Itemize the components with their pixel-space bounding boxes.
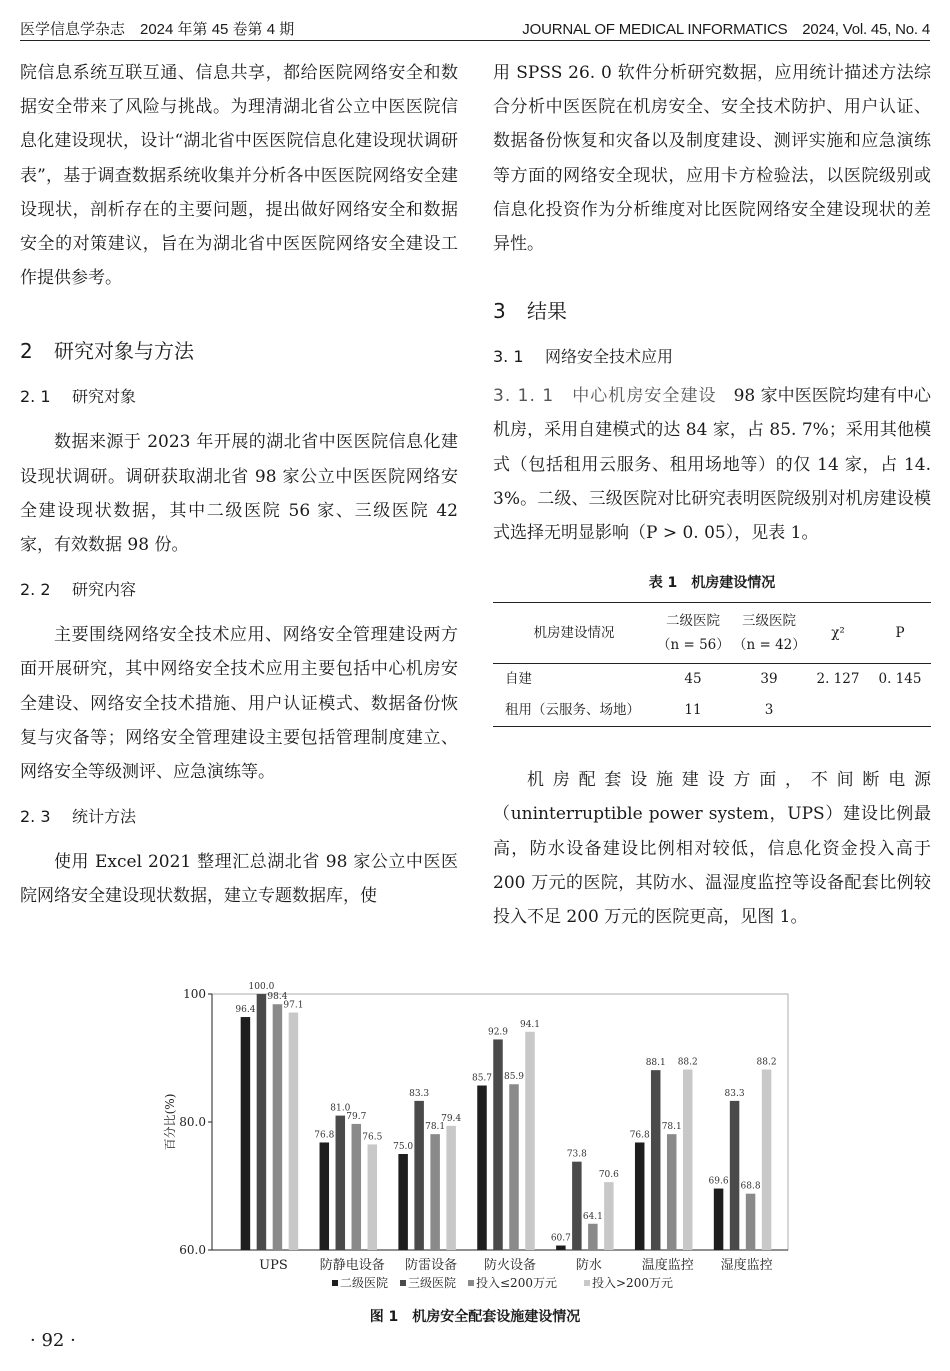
- section-3-heading: [493, 297, 931, 325]
- table-row: [493, 695, 931, 727]
- bar-value-label: 97.1: [283, 1000, 304, 1011]
- header-level2-name: 二级医院: [666, 613, 720, 630]
- bar-value-label: 96.4: [235, 1005, 256, 1016]
- bar-value-label: 81.0: [330, 1103, 351, 1114]
- intro-paragraph: 院信息系统互联互通、信息共享，都给医院网络安全和数据安全带来了风险与挑战。为理清湖北省公立中医医院信息化建设现状，设计“湖北省中医医院信息化建设现状调研表”，基于调查数据系统收集并分析各中医医院网络安全建设现状，剖析存在的主要问题，提出做好网络安全和数据安全的对策建议，旨在为湖北省中医医院网络安全建设工作提供参考。: [20, 63, 458, 289]
- x-tick-label: 防静电设备: [319, 1258, 385, 1273]
- facilities-paragraph: 机房配套设施建设方面，不间断电源（uninterruptible power system，UPS）建设比例最高，防水设备建设比例相对较低，信息化资金投入高于 200 万元的医院，其防水、温湿度监控等设备配套比例较投入不足 200 万元的医院更高，见图 1。: [493, 770, 931, 928]
- bar-value-label: 100.0: [248, 982, 275, 992]
- bar-value-label: 64.1: [582, 1211, 603, 1222]
- bar-value-label: 88.2: [677, 1057, 698, 1068]
- bar: [572, 1162, 582, 1250]
- bar: [746, 1194, 756, 1250]
- subsection-2-3-text: 使用 Excel 2021 整理汇总湖北省 98 家公立中医医院网络安全建设现状数据，建立专题数据库，使: [20, 852, 458, 907]
- header-cell-level2: [655, 603, 731, 664]
- subsection-number: 3. 1: [493, 347, 524, 367]
- bar: [493, 1039, 503, 1250]
- bar: [430, 1134, 440, 1250]
- bar-value-label: 70.6: [598, 1170, 619, 1181]
- legend-swatch: [584, 1280, 590, 1286]
- cell-p: 0. 145: [878, 671, 922, 688]
- subsection-number: 2. 2: [20, 580, 51, 600]
- bar-value-label: 94.1: [519, 1019, 541, 1030]
- bar-value-label: 88.1: [645, 1058, 666, 1069]
- bar-value-label: 85.7: [471, 1073, 493, 1084]
- subsection-3-1-1-title: 3. 1. 1 中心机房安全建设: [493, 386, 717, 407]
- bar-value-label: 73.8: [566, 1149, 587, 1160]
- section-2-heading: [20, 337, 458, 365]
- subsection-2-1-heading: [20, 385, 458, 409]
- x-tick-label: 防水: [575, 1258, 602, 1273]
- bar: [762, 1070, 772, 1250]
- table-1-caption: 表 1 机房建设情况: [648, 575, 776, 592]
- y-axis-label: 百分比(%): [163, 1093, 177, 1151]
- bar: [446, 1126, 456, 1250]
- table-1: [493, 602, 931, 727]
- bar-value-label: 76.8: [629, 1130, 650, 1141]
- methods-continuation: 用 SPSS 26. 0 软件分析研究数据，应用统计描述方法综合分析中医医院在机房安全、安全技术防护、用户认证、数据备份恢复和灾备以及制度建设、测评实施和应急演练等方面的网络安全现状，应用卡方检验法，以医院级别或信息化投资作为分析维度对比医院网络安全建设现状的差异性。: [493, 63, 931, 255]
- bar-value-label: 76.5: [362, 1132, 383, 1143]
- subsection-title: 研究内容: [72, 580, 137, 600]
- bar: [257, 994, 267, 1250]
- section-number: 2: [20, 339, 33, 364]
- bar: [336, 1116, 346, 1250]
- page-number: · 92 ·: [30, 1330, 76, 1351]
- bar-value-label: 88.2: [756, 1057, 777, 1068]
- legend-label: 三级医院: [408, 1276, 457, 1290]
- bar: [320, 1142, 330, 1250]
- subsection-2-2-text: 主要围绕网络安全技术应用、网络安全管理建设两方面开展研究，其中网络安全技术应用主要包括中心机房安全建设、网络安全技术措施、用户认证模式、数据备份恢复与灾备等；网络安全管理建设主要包括管理制度建立、网络安全等级测评、应急演练等。: [20, 625, 458, 783]
- bar: [525, 1032, 535, 1250]
- x-tick-label: 湿度监控: [720, 1258, 773, 1273]
- bar: [730, 1101, 740, 1250]
- legend-label: 投入≤200万元: [476, 1276, 557, 1290]
- row-label: 自建: [505, 671, 532, 688]
- cell-level2: 11: [655, 695, 731, 727]
- bar: [683, 1070, 693, 1250]
- running-head: [20, 14, 930, 40]
- bar-value-label: 85.9: [503, 1072, 525, 1083]
- table-header-row: [493, 603, 931, 664]
- bar: [588, 1224, 598, 1250]
- bar-value-label: 83.3: [724, 1088, 745, 1099]
- x-tick-label: 防火设备: [483, 1258, 537, 1273]
- subsection-2-3-heading: [20, 805, 458, 829]
- subsection-title: 研究对象: [72, 387, 137, 407]
- cell-chi2: 2. 127: [816, 671, 860, 688]
- legend-label: 二级医院: [340, 1276, 389, 1290]
- left-column: [20, 56, 458, 914]
- subsection-3-1-1-text: 98 家中医医院均建有中心机房，采用自建模式的达 84 家，占 85. 7%；采用其他模式（包括租用云服务、租用场地等）的仅 14 家，占 14. 3%。二级、三级医院对比研究表明医院级别对机房建设模式选择无明显影响（P > 0. 05），见表 1。: [493, 386, 931, 544]
- subsection-title: 网络安全技术应用: [545, 347, 674, 367]
- bar: [714, 1189, 724, 1250]
- x-tick-label: 防雷设备: [405, 1258, 458, 1273]
- header-cell-category: 机房建设情况: [493, 603, 655, 664]
- bar: [556, 1246, 566, 1250]
- bar: [352, 1124, 362, 1250]
- header-cell-level3: [731, 603, 807, 664]
- subsection-2-2-heading: [20, 578, 458, 602]
- subsection-2-1-text: 数据来源于 2023 年开展的湖北省中医医院信息化建设现状调研。调研获取湖北省 98 家公立中医医院网络安全建设现状数据，其中二级医院 56 家、三级医院 42 家，有效数据 98 份。: [20, 432, 458, 556]
- bar-value-label: 92.9: [487, 1027, 509, 1038]
- subsection-3-1-heading: [493, 345, 931, 369]
- cell-level2: 45: [684, 671, 702, 688]
- header-rule: [20, 40, 930, 41]
- bar-value-label: 75.0: [393, 1142, 414, 1152]
- bar: [651, 1070, 661, 1250]
- y-tick-label: 60.0: [179, 1243, 206, 1257]
- right-column: [493, 56, 931, 934]
- table-row: [493, 664, 931, 696]
- legend-swatch: [332, 1280, 338, 1286]
- y-tick-label: 80.0: [179, 1115, 206, 1129]
- bar: [241, 1017, 251, 1250]
- bar: [414, 1101, 424, 1250]
- bar-value-label: 79.7: [346, 1111, 367, 1122]
- bar: [635, 1142, 645, 1250]
- bar-chart: [160, 982, 790, 1296]
- row-label: 租用（云服务、场地）: [493, 695, 655, 727]
- subsection-number: 2. 1: [20, 387, 51, 407]
- bar-value-label: 69.6: [708, 1176, 729, 1187]
- bar-value-label: 83.3: [409, 1088, 430, 1099]
- bar-value-label: 78.1: [425, 1122, 446, 1133]
- header-level3-n: （n = 42）: [733, 637, 806, 654]
- bar: [509, 1084, 519, 1250]
- journal-title-cn: 医学信息学杂志 2024 年第 45 卷第 4 期: [20, 21, 295, 38]
- bar-value-label: 79.4: [441, 1113, 462, 1124]
- header-cell-chi2: χ²: [807, 603, 869, 664]
- figure-1-caption: 图 1 机房安全配套设施建设情况: [369, 1309, 581, 1325]
- header-level2-n: （n = 56）: [657, 637, 730, 654]
- bar-value-label: 60.7: [550, 1233, 571, 1244]
- section-number: 3: [493, 299, 506, 324]
- header-cell-p: P: [869, 603, 931, 664]
- figure-1: [160, 982, 790, 1296]
- x-tick-label: 温度监控: [641, 1258, 694, 1273]
- header-level3-name: 三级医院: [742, 613, 796, 630]
- bar: [604, 1182, 614, 1250]
- cell-chi2: [807, 695, 869, 727]
- bar-value-label: 76.8: [314, 1130, 335, 1141]
- journal-title-en: JOURNAL OF MEDICAL INFORMATICS 2024, Vol. 45, No. 4: [522, 21, 930, 38]
- subsection-3-1-1-paragraph: [493, 379, 931, 550]
- legend-swatch: [468, 1280, 474, 1286]
- subsection-title: 统计方法: [72, 807, 137, 827]
- x-tick-label: UPS: [259, 1258, 288, 1273]
- cell-p: [869, 695, 931, 727]
- bar: [398, 1154, 408, 1250]
- bar: [273, 1004, 283, 1250]
- y-tick-label: 100: [183, 987, 206, 1001]
- subsection-number: 2. 3: [20, 807, 51, 827]
- bar: [667, 1134, 677, 1250]
- cell-level3: 39: [760, 671, 778, 688]
- cell-level3: 3: [731, 695, 807, 727]
- bar-value-label: 78.1: [661, 1122, 682, 1133]
- bar-value-label: 68.8: [740, 1181, 761, 1192]
- legend-label: 投入>200万元: [592, 1276, 673, 1290]
- section-title: 研究对象与方法: [54, 339, 194, 364]
- bar: [477, 1086, 487, 1250]
- legend-swatch: [400, 1280, 406, 1286]
- bar-value-label: 98.4: [267, 992, 288, 1003]
- bar: [368, 1144, 378, 1250]
- bar: [289, 1013, 299, 1250]
- section-title: 结果: [527, 299, 567, 324]
